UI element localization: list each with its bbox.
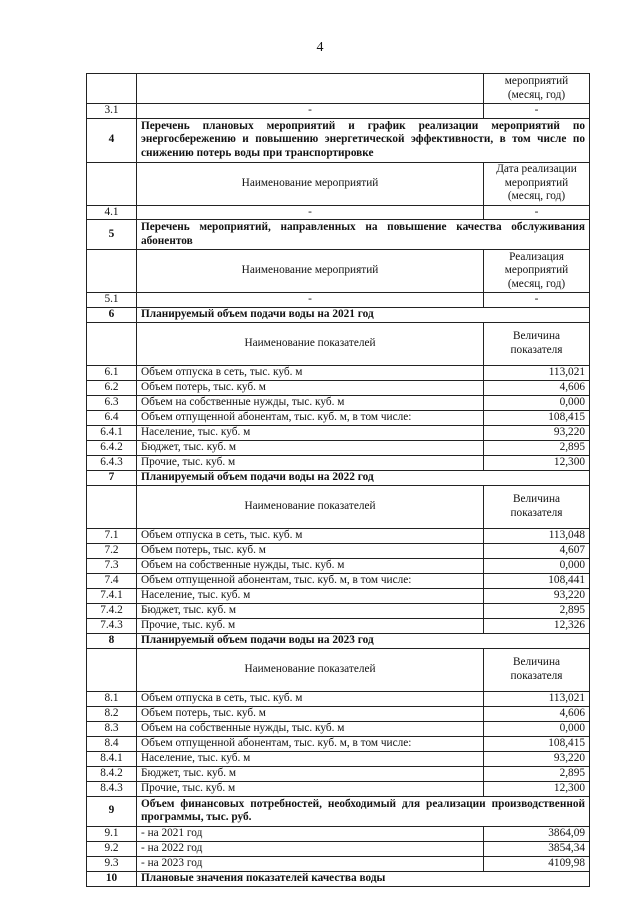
table-row bbox=[87, 425, 590, 440]
row-name: Прочие, тыс. куб. м bbox=[137, 618, 484, 633]
row-number bbox=[87, 322, 137, 365]
row-value: 93,220 bbox=[484, 425, 590, 440]
row-number: 8.4.3 bbox=[87, 781, 137, 796]
row-value: 12,300 bbox=[484, 455, 590, 470]
row-value: 108,441 bbox=[484, 573, 590, 588]
section-row bbox=[87, 118, 590, 162]
row-value: 93,220 bbox=[484, 588, 590, 603]
table-row bbox=[87, 543, 590, 558]
row-name: Объем потерь, тыс. куб. м bbox=[137, 543, 484, 558]
header-row bbox=[87, 162, 590, 205]
table-row bbox=[87, 293, 590, 308]
table-row bbox=[87, 205, 590, 220]
section-title: Перечень плановых мероприятий и график реализации мероприятий по энергосбережению и повышению энергетической эффективности, в том числе по снижению потерь воды при транспортировке bbox=[137, 118, 590, 162]
row-value: 93,220 bbox=[484, 751, 590, 766]
row-name: Население, тыс. куб. м bbox=[137, 751, 484, 766]
row-name: Прочие, тыс. куб. м bbox=[137, 781, 484, 796]
section-number: 10 bbox=[87, 871, 137, 886]
row-value: 0,000 bbox=[484, 558, 590, 573]
row-name: Население, тыс. куб. м bbox=[137, 588, 484, 603]
table-row bbox=[87, 365, 590, 380]
row-value: 4,606 bbox=[484, 706, 590, 721]
row-value: 4,606 bbox=[484, 380, 590, 395]
section-row bbox=[87, 871, 590, 886]
row-name: Бюджет, тыс. куб. м bbox=[137, 440, 484, 455]
row-value: - bbox=[484, 293, 590, 308]
row-number: 9.2 bbox=[87, 841, 137, 856]
row-number: 7.4.1 bbox=[87, 588, 137, 603]
column-header-value: Величина показателя bbox=[484, 485, 590, 528]
table-row bbox=[87, 856, 590, 871]
section-number: 7 bbox=[87, 470, 137, 485]
row-value: 0,000 bbox=[484, 721, 590, 736]
row-value: - bbox=[484, 205, 590, 220]
row-value: 108,415 bbox=[484, 410, 590, 425]
row-name: - на 2023 год bbox=[137, 856, 484, 871]
table-row bbox=[87, 751, 590, 766]
row-name: - на 2022 год bbox=[137, 841, 484, 856]
row-number bbox=[87, 74, 137, 104]
row-name: Бюджет, тыс. куб. м bbox=[137, 766, 484, 781]
row-number: 7.1 bbox=[87, 528, 137, 543]
row-name: Бюджет, тыс. куб. м bbox=[137, 603, 484, 618]
row-number: 4.1 bbox=[87, 205, 137, 220]
section-title: Планируемый объем подачи воды на 2021 год bbox=[137, 307, 590, 322]
row-number: 7.4.3 bbox=[87, 618, 137, 633]
row-name: - bbox=[137, 104, 484, 119]
section-row bbox=[87, 470, 590, 485]
row-name: Объем потерь, тыс. куб. м bbox=[137, 380, 484, 395]
section-row bbox=[87, 796, 590, 826]
column-header-value: мероприятий (месяц, год) bbox=[484, 74, 590, 104]
table-row bbox=[87, 781, 590, 796]
table-row bbox=[87, 826, 590, 841]
column-header-value: Реализация мероприятий (месяц, год) bbox=[484, 250, 590, 293]
header-row bbox=[87, 322, 590, 365]
row-name: Объем отпуска в сеть, тыс. куб. м bbox=[137, 365, 484, 380]
section-row bbox=[87, 220, 590, 250]
row-number: 6.4 bbox=[87, 410, 137, 425]
row-number: 8.3 bbox=[87, 721, 137, 736]
table-row bbox=[87, 721, 590, 736]
header-row bbox=[87, 250, 590, 293]
row-number: 7.3 bbox=[87, 558, 137, 573]
row-name: Объем потерь, тыс. куб. м bbox=[137, 706, 484, 721]
table-row bbox=[87, 558, 590, 573]
row-name bbox=[137, 74, 484, 104]
section-number: 4 bbox=[87, 118, 137, 162]
table-row bbox=[87, 573, 590, 588]
row-name: Объем отпуска в сеть, тыс. куб. м bbox=[137, 528, 484, 543]
section-number: 6 bbox=[87, 307, 137, 322]
row-name: - bbox=[137, 293, 484, 308]
row-number: 7.4.2 bbox=[87, 603, 137, 618]
row-name: Объем отпущенной абонентам, тыс. куб. м, в том числе: bbox=[137, 736, 484, 751]
table-row bbox=[87, 395, 590, 410]
row-value: 108,415 bbox=[484, 736, 590, 751]
section-title: Перечень мероприятий, направленных на повышение качества обслуживания абонентов bbox=[137, 220, 590, 250]
column-header-name: Наименование показателей bbox=[137, 322, 484, 365]
table-row bbox=[87, 380, 590, 395]
row-name: Объем отпущенной абонентам, тыс. куб. м, в том числе: bbox=[137, 573, 484, 588]
row-name: Объем отпущенной абонентам, тыс. куб. м, в том числе: bbox=[137, 410, 484, 425]
table-row bbox=[87, 410, 590, 425]
section-row bbox=[87, 307, 590, 322]
section-number: 5 bbox=[87, 220, 137, 250]
section-number: 8 bbox=[87, 633, 137, 648]
row-number: 6.3 bbox=[87, 395, 137, 410]
row-number: 7.4 bbox=[87, 573, 137, 588]
row-number bbox=[87, 485, 137, 528]
row-name: Прочие, тыс. куб. м bbox=[137, 455, 484, 470]
table-row bbox=[87, 603, 590, 618]
column-header-value: Величина показателя bbox=[484, 322, 590, 365]
row-name: Население, тыс. куб. м bbox=[137, 425, 484, 440]
section-row bbox=[87, 633, 590, 648]
row-number: 6.4.1 bbox=[87, 425, 137, 440]
row-name: Объем на собственные нужды, тыс. куб. м bbox=[137, 558, 484, 573]
table-row bbox=[87, 104, 590, 119]
row-name: Объем на собственные нужды, тыс. куб. м bbox=[137, 395, 484, 410]
row-value: 3854,34 bbox=[484, 841, 590, 856]
row-number: 8.4.1 bbox=[87, 751, 137, 766]
header-row bbox=[87, 485, 590, 528]
row-value: 0,000 bbox=[484, 395, 590, 410]
row-value: 2,895 bbox=[484, 766, 590, 781]
row-number: 7.2 bbox=[87, 543, 137, 558]
row-value: 2,895 bbox=[484, 603, 590, 618]
row-value: 113,048 bbox=[484, 528, 590, 543]
row-number: 9.3 bbox=[87, 856, 137, 871]
row-value: 12,300 bbox=[484, 781, 590, 796]
section-title: Объем финансовых потребностей, необходимый для реализации производственной программы, тыс. руб. bbox=[137, 796, 590, 826]
column-header-name: Наименование показателей bbox=[137, 648, 484, 691]
table-row bbox=[87, 766, 590, 781]
row-number: 8.1 bbox=[87, 691, 137, 706]
row-number: 9.1 bbox=[87, 826, 137, 841]
row-number: 3.1 bbox=[87, 104, 137, 119]
table-row bbox=[87, 706, 590, 721]
row-number: 6.1 bbox=[87, 365, 137, 380]
table-row bbox=[87, 588, 590, 603]
column-header-value: Дата реализации мероприятий (месяц, год) bbox=[484, 162, 590, 205]
row-number bbox=[87, 162, 137, 205]
column-header-name: Наименование мероприятий bbox=[137, 250, 484, 293]
column-header-name: Наименование показателей bbox=[137, 485, 484, 528]
table-body bbox=[87, 74, 590, 887]
section-number: 9 bbox=[87, 796, 137, 826]
row-value: 3864,09 bbox=[484, 826, 590, 841]
row-number bbox=[87, 250, 137, 293]
section-title: Планируемый объем подачи воды на 2022 год bbox=[137, 470, 590, 485]
row-value: 113,021 bbox=[484, 365, 590, 380]
page-number: 4 bbox=[316, 40, 324, 55]
row-number: 8.4 bbox=[87, 736, 137, 751]
row-number: 8.4.2 bbox=[87, 766, 137, 781]
row-name: Объем на собственные нужды, тыс. куб. м bbox=[137, 721, 484, 736]
table-row bbox=[87, 74, 590, 104]
row-value: - bbox=[484, 104, 590, 119]
row-number: 6.2 bbox=[87, 380, 137, 395]
section-title: Планируемый объем подачи воды на 2023 год bbox=[137, 633, 590, 648]
row-value: 2,895 bbox=[484, 440, 590, 455]
row-value: 4,607 bbox=[484, 543, 590, 558]
row-number: 6.4.3 bbox=[87, 455, 137, 470]
table-row bbox=[87, 618, 590, 633]
table-row bbox=[87, 440, 590, 455]
row-name: - bbox=[137, 205, 484, 220]
header-row bbox=[87, 648, 590, 691]
production-program-table bbox=[86, 73, 590, 887]
table-row bbox=[87, 841, 590, 856]
row-number: 8.2 bbox=[87, 706, 137, 721]
table-row bbox=[87, 528, 590, 543]
row-value: 12,326 bbox=[484, 618, 590, 633]
row-number: 6.4.2 bbox=[87, 440, 137, 455]
row-number bbox=[87, 648, 137, 691]
column-header-name: Наименование мероприятий bbox=[137, 162, 484, 205]
table-row bbox=[87, 455, 590, 470]
row-value: 4109,98 bbox=[484, 856, 590, 871]
row-name: - на 2021 год bbox=[137, 826, 484, 841]
column-header-value: Величина показателя bbox=[484, 648, 590, 691]
section-title: Плановые значения показателей качества воды bbox=[137, 871, 590, 886]
table-row bbox=[87, 691, 590, 706]
table-row bbox=[87, 736, 590, 751]
row-name: Объем отпуска в сеть, тыс. куб. м bbox=[137, 691, 484, 706]
row-number: 5.1 bbox=[87, 293, 137, 308]
row-value: 113,021 bbox=[484, 691, 590, 706]
